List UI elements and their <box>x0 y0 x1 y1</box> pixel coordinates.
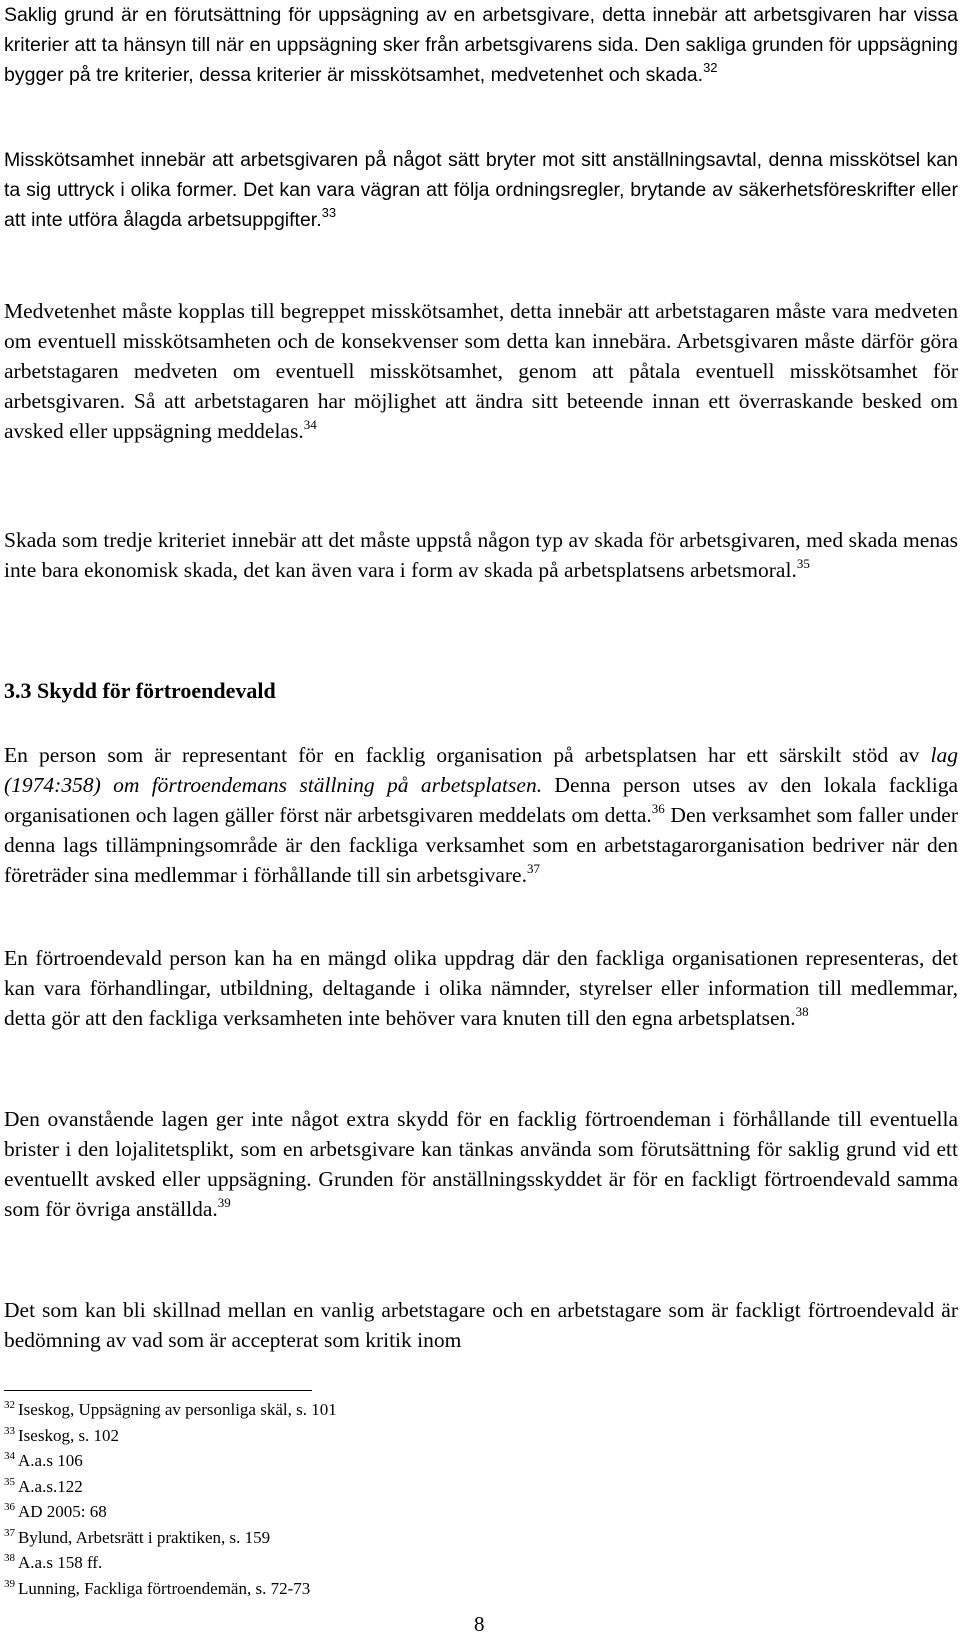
page-number: 8 <box>474 1612 485 1636</box>
footnote-text: Bylund, Arbetsrätt i praktiken, s. 159 <box>18 1527 271 1547</box>
paragraph-text: Denna person utses av den lokala fackliga organisationen och lagen gäller först när arbetsgivaren meddelats om detta. <box>4 773 958 827</box>
footnote-item <box>4 1576 337 1602</box>
footnote-text: A.a.s 158 ff. <box>18 1553 103 1572</box>
footnote-text: Iseskog, Uppsägning av personliga skäl, s. 101 <box>18 1400 337 1419</box>
footnote-item <box>4 1525 337 1551</box>
footnote-text: Iseskog, s. 102 <box>18 1425 120 1445</box>
footnote-number: 32 <box>4 1399 15 1411</box>
footnote-item <box>4 1550 337 1576</box>
footnote-item <box>4 1423 337 1449</box>
footnote-text: Lunning, Fackliga förtroendemän, s. 72-73 <box>18 1578 311 1598</box>
footnote-ref-33[interactable]: 33 <box>321 205 337 220</box>
paragraph-fortroendeman-lag <box>4 740 958 890</box>
paragraph-text: Skada som tredje kriteriet innebär att det måste uppstå någon typ av skada för arbetsgivaren, med skada menas inte bara ekonomisk skada, det kan även vara i form av skada på arbetsplatsens arbetsmoral. <box>4 528 958 582</box>
footnote-text: A.a.s 106 <box>18 1451 83 1470</box>
section-heading: 3.3 Skydd för förtroendevald <box>4 678 276 703</box>
footnote-number: 36 <box>4 1501 15 1513</box>
paragraph-lojalitetsplikt <box>4 1104 958 1224</box>
footnote-item <box>4 1474 337 1500</box>
paragraph-text: Den verksamhet som faller under denna lags tillämpningsområde är den fackliga verksamhet som en arbetstagarorganisation bedriver när den företräder sina medlemmar i förhållande till sin arbetsgivare. <box>4 803 958 887</box>
footnote-ref-37[interactable]: 37 <box>526 861 540 876</box>
footnote-ref-32[interactable]: 32 <box>703 60 718 75</box>
footnote-text: AD 2005: 68 <box>18 1502 107 1521</box>
paragraph-text: Det som kan bli skillnad mellan en vanlig arbetstagare och en arbetstagare som är fackligt förtroendevald är bedömning av vad som är accepterat som kritik inom <box>4 1298 958 1352</box>
footnote-number: 38 <box>4 1552 15 1564</box>
footnote-item <box>4 1499 337 1525</box>
paragraph-text: Saklig grund är en förutsättning för uppsägning av en arbetsgivare, detta innebär att arbetsgivaren har vissa kriterier att ta hänsyn till när en uppsägning sker från arbetsgivarens sida. Den sakliga grunden för uppsägning bygger på tre kriterier, dessa kriterier är misskötsamhet, medvetenhet och skada. <box>4 4 958 86</box>
footnote-item <box>4 1448 337 1474</box>
law-title: lag (1974:358) om förtroendemans ställning på arbetsplatsen. <box>4 743 958 797</box>
footnote-ref-38[interactable]: 38 <box>795 1004 809 1019</box>
footnote-list <box>4 1397 337 1601</box>
footnote-item <box>4 1397 337 1423</box>
footnote-number: 35 <box>4 1475 15 1488</box>
footnote-text: A.a.s.122 <box>18 1476 83 1496</box>
document-page <box>4 0 958 1648</box>
paragraph-skillnad <box>4 1295 958 1355</box>
paragraph-medvetenhet <box>4 296 958 446</box>
footnote-ref-39[interactable]: 39 <box>217 1195 231 1210</box>
paragraph-text: En person som är representant för en facklig organisation på arbetsplatsen har ett särskilt stöd av <box>4 743 931 767</box>
footnote-number: 33 <box>4 1424 15 1437</box>
footnote-number: 34 <box>4 1450 15 1462</box>
paragraph-saklig-grund <box>4 0 958 90</box>
footnote-ref-34[interactable]: 34 <box>303 417 317 432</box>
footnote-ref-36[interactable]: 36 <box>651 801 665 816</box>
paragraph-fortroendevald-uppdrag <box>4 943 958 1033</box>
paragraph-text: Medvetenhet måste kopplas till begreppet misskötsamhet, detta innebär att arbetstagaren måste vara medveten om eventuell misskötsamheten och de konsekvenser som detta kan innebära. Arbetsgivaren måste därför göra arbetstagaren medveten om eventuell misskötsamhet, genom att påtala eventuell misskötsamhet för arbetsgivaren. Så att arbetstagaren har möjlighet att ändra sitt beteende innan ett överraskande besked om avsked eller uppsägning meddelas. <box>4 299 958 443</box>
footnote-divider <box>4 1390 312 1391</box>
paragraph-misskotsamhet <box>4 145 958 235</box>
paragraph-skada <box>4 525 958 585</box>
footnote-number: 39 <box>4 1577 15 1590</box>
paragraph-text: Den ovanstående lagen ger inte något extra skydd för en facklig förtroendeman i förhållande till eventuella brister i den lojalitetsplikt, som en arbetsgivare kan tänkas använda som förutsättning för saklig grund vid ett eventuellt avsked eller uppsägning. Grunden för anställningsskyddet är för en fackligt förtroendevald samma som för övriga anställda. <box>4 1107 958 1221</box>
footnote-ref-35[interactable]: 35 <box>796 556 810 571</box>
paragraph-text: Misskötsamhet innebär att arbetsgivaren på något sätt bryter mot sitt anställningsavtal, denna misskötsel kan ta sig uttryck i olika former. Det kan vara vägran att följa ordningsregler, brytande av säkerhetsföreskrifter eller att inte utföra ålagda arbetsuppgifter. <box>4 149 958 231</box>
paragraph-text: En förtroendevald person kan ha en mängd olika uppdrag där den fackliga organisationen representeras, det kan vara förhandlingar, utbildning, deltagande i olika nämnder, styrelser eller information till medlemmar, detta gör att den fackliga verksamheten inte behöver vara knuten till den egna arbetsplatsen. <box>4 946 958 1030</box>
footnote-number: 37 <box>4 1526 15 1539</box>
